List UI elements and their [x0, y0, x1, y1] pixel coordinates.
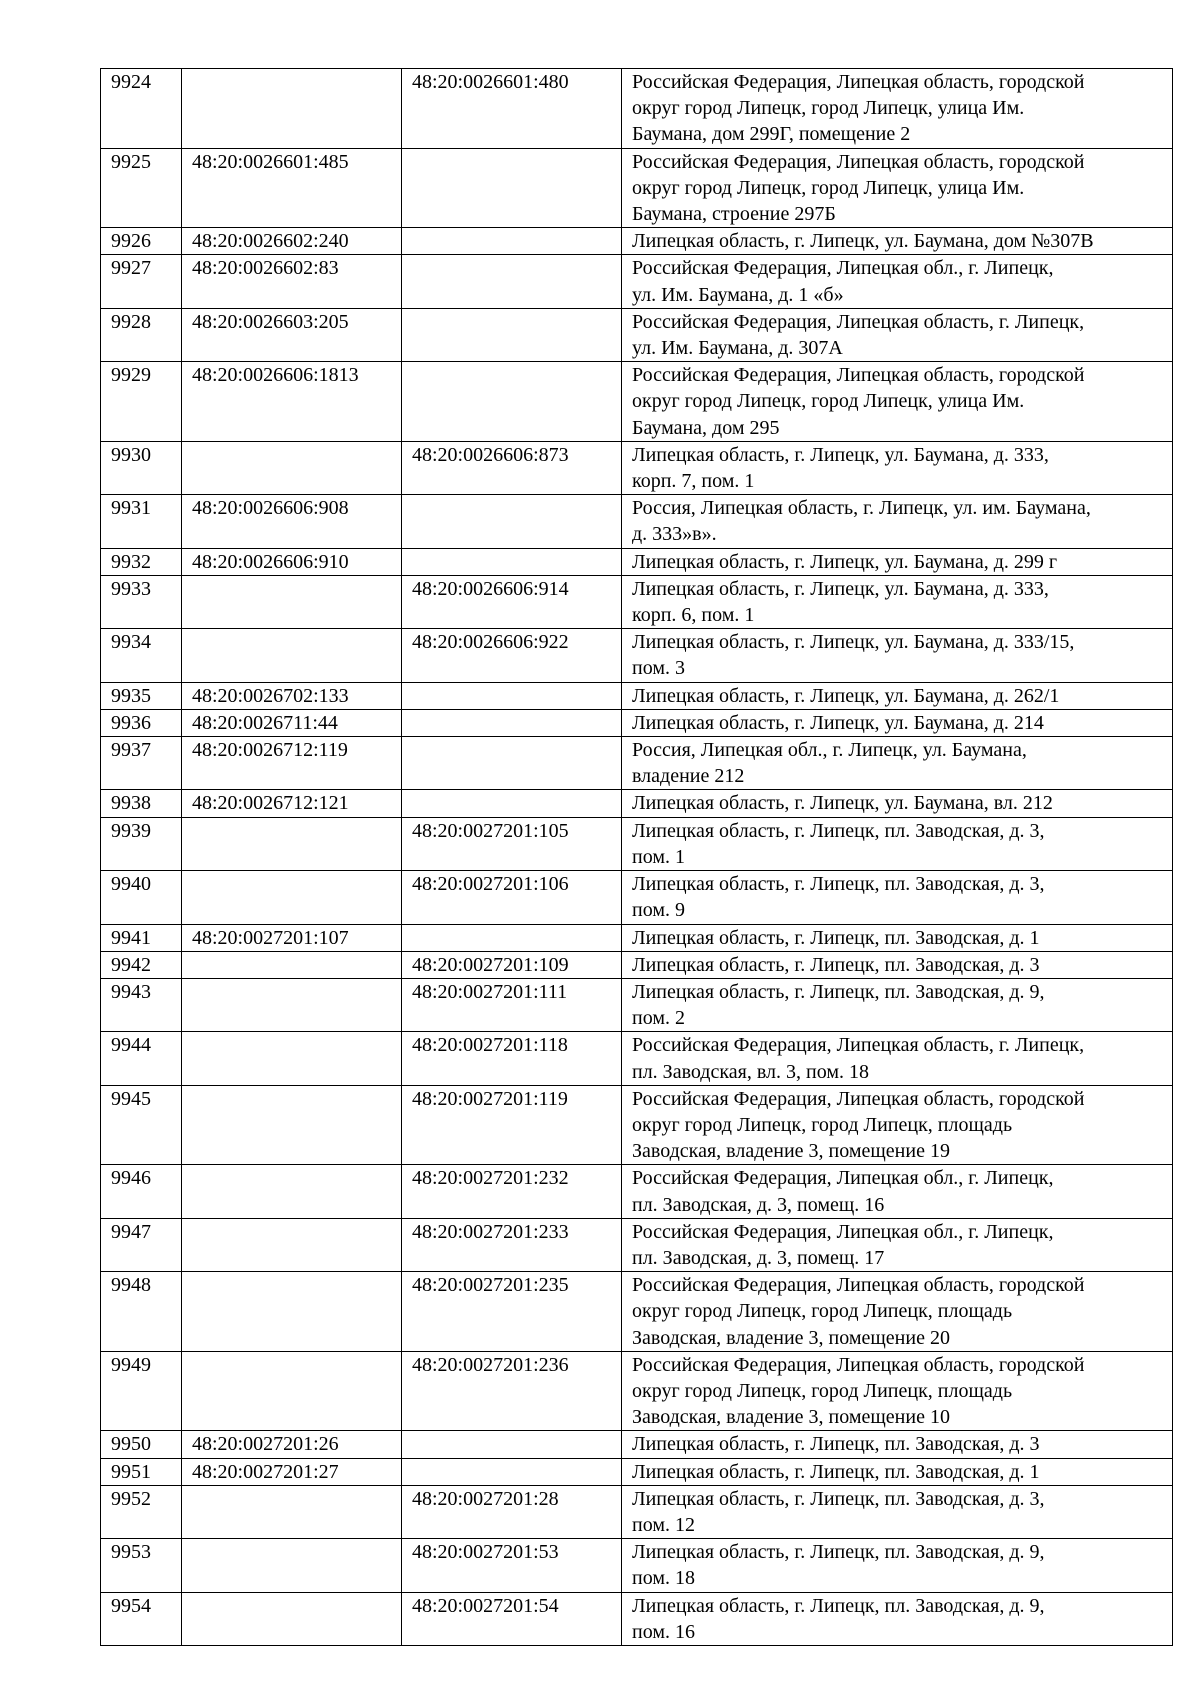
object-cadastral-number-cell [402, 548, 622, 575]
row-number-cell: 9953 [101, 1539, 182, 1592]
land-cadastral-number-cell [182, 1085, 402, 1165]
address-line: владение 212 [632, 765, 745, 788]
address-cell [622, 871, 1173, 924]
table-row [101, 1218, 1173, 1271]
address-cell [622, 255, 1173, 308]
address-cell [622, 441, 1173, 494]
address-cell [622, 1085, 1173, 1165]
object-cadastral-number-cell: 48:20:0026606:873 [402, 441, 622, 494]
address-line: ул. Им. Баумана, д. 1 «б» [632, 283, 844, 306]
land-cadastral-number-cell [182, 629, 402, 682]
land-cadastral-number-cell: 48:20:0026702:133 [182, 682, 402, 709]
address-line: Заводская, владение 3, помещение 19 [632, 1140, 950, 1163]
table-row [101, 682, 1173, 709]
row-number-cell: 9946 [101, 1165, 182, 1218]
row-number-cell: 9947 [101, 1218, 182, 1271]
row-number-cell: 9925 [101, 148, 182, 228]
row-number-cell: 9940 [101, 871, 182, 924]
table-row [101, 1592, 1173, 1645]
land-cadastral-number-cell: 48:20:0027201:27 [182, 1458, 402, 1485]
address-cell [622, 228, 1173, 255]
object-cadastral-number-cell [402, 790, 622, 817]
address-line: округ город Липецк, город Липецк, площадь [632, 1379, 1013, 1402]
address-line: Липецкая область, г. Липецк, ул. Баумана, вл. 212 [632, 792, 1053, 815]
table-row [101, 1272, 1173, 1352]
object-cadastral-number-cell [402, 737, 622, 790]
land-cadastral-number-cell [182, 951, 402, 978]
table-row [101, 255, 1173, 308]
address-line: Российская Федерация, Липецкая обл., г. Липецк, [632, 1220, 1054, 1243]
object-cadastral-number-cell [402, 148, 622, 228]
object-cadastral-number-cell: 48:20:0026606:922 [402, 629, 622, 682]
address-cell [622, 148, 1173, 228]
land-cadastral-number-cell [182, 575, 402, 628]
land-cadastral-number-cell [182, 978, 402, 1031]
land-cadastral-number-cell: 48:20:0027201:26 [182, 1431, 402, 1458]
cadastral-registry-table [100, 68, 1173, 1646]
address-cell [622, 709, 1173, 736]
land-cadastral-number-cell: 48:20:0026606:1813 [182, 362, 402, 442]
address-line: Российская Федерация, Липецкая обл., г. Липецк, [632, 1167, 1054, 1190]
address-line: Заводская, владение 3, помещение 20 [632, 1326, 950, 1349]
object-cadastral-number-cell: 48:20:0027201:118 [402, 1032, 622, 1085]
row-number-cell: 9933 [101, 575, 182, 628]
row-number-cell: 9951 [101, 1458, 182, 1485]
address-line: округ город Липецк, город Липецк, улица Им. [632, 390, 1025, 413]
land-cadastral-number-cell: 48:20:0026606:908 [182, 495, 402, 548]
address-line: Липецкая область, г. Липецк, пл. Заводская, д. 9, [632, 1541, 1045, 1564]
address-line: Липецкая область, г. Липецк, ул. Баумана, д. 214 [632, 711, 1044, 734]
land-cadastral-number-cell [182, 1272, 402, 1352]
row-number-cell: 9937 [101, 737, 182, 790]
address-line: Российская Федерация, Липецкая область, городской [632, 364, 1085, 387]
address-cell [622, 1539, 1173, 1592]
row-number-cell: 9931 [101, 495, 182, 548]
address-cell [622, 495, 1173, 548]
address-cell [622, 924, 1173, 951]
table-row [101, 148, 1173, 228]
address-line: Российская Федерация, Липецкая область, городской [632, 1087, 1085, 1110]
object-cadastral-number-cell [402, 362, 622, 442]
address-line: Липецкая область, г. Липецк, пл. Заводская, д. 3, [632, 1487, 1045, 1510]
row-number-cell: 9945 [101, 1085, 182, 1165]
address-line: пом. 3 [632, 657, 685, 680]
table-row [101, 1431, 1173, 1458]
object-cadastral-number-cell [402, 1458, 622, 1485]
address-line: округ город Липецк, город Липецк, площадь [632, 1113, 1013, 1136]
address-line: округ город Липецк, город Липецк, улица Им. [632, 97, 1025, 120]
row-number-cell: 9927 [101, 255, 182, 308]
land-cadastral-number-cell [182, 1165, 402, 1218]
land-cadastral-number-cell [182, 1351, 402, 1431]
row-number-cell: 9930 [101, 441, 182, 494]
table-row [101, 69, 1173, 149]
row-number-cell: 9932 [101, 548, 182, 575]
row-number-cell: 9928 [101, 308, 182, 361]
table-row [101, 978, 1173, 1031]
address-cell [622, 69, 1173, 149]
address-line: пом. 9 [632, 899, 685, 922]
table-row [101, 575, 1173, 628]
address-line: Баумана, дом 295 [632, 416, 780, 439]
address-line: Липецкая область, г. Липецк, ул. Баумана, д. 333/15, [632, 631, 1075, 654]
address-line: Заводская, владение 3, помещение 10 [632, 1406, 950, 1429]
address-line: Российская Федерация, Липецкая область, городской [632, 1274, 1085, 1297]
object-cadastral-number-cell [402, 255, 622, 308]
object-cadastral-number-cell: 48:20:0027201:53 [402, 1539, 622, 1592]
address-cell [622, 1272, 1173, 1352]
object-cadastral-number-cell: 48:20:0027201:235 [402, 1272, 622, 1352]
address-cell [622, 629, 1173, 682]
object-cadastral-number-cell: 48:20:0027201:233 [402, 1218, 622, 1271]
object-cadastral-number-cell: 48:20:0027201:232 [402, 1165, 622, 1218]
address-cell [622, 1351, 1173, 1431]
address-line: Липецкая область, г. Липецк, пл. Заводская, д. 1 [632, 926, 1040, 949]
object-cadastral-number-cell [402, 495, 622, 548]
land-cadastral-number-cell [182, 1485, 402, 1538]
land-cadastral-number-cell: 48:20:0026602:83 [182, 255, 402, 308]
address-line: округ город Липецк, город Липецк, улица Им. [632, 176, 1025, 199]
object-cadastral-number-cell: 48:20:0027201:109 [402, 951, 622, 978]
table-row [101, 308, 1173, 361]
address-line: пл. Заводская, вл. 3, пом. 18 [632, 1060, 869, 1083]
object-cadastral-number-cell [402, 228, 622, 255]
address-cell [622, 1431, 1173, 1458]
row-number-cell: 9944 [101, 1032, 182, 1085]
address-line: Липецкая область, г. Липецк, ул. Баумана, дом №307В [632, 230, 1094, 253]
table-row [101, 924, 1173, 951]
address-line: Российская Федерация, Липецкая область, г. Липецк, [632, 310, 1085, 333]
address-line: Баумана, строение 297Б [632, 203, 836, 226]
table-row [101, 1485, 1173, 1538]
object-cadastral-number-cell: 48:20:0026606:914 [402, 575, 622, 628]
table-row [101, 629, 1173, 682]
address-cell [622, 1458, 1173, 1485]
row-number-cell: 9948 [101, 1272, 182, 1352]
address-cell [622, 1485, 1173, 1538]
land-cadastral-number-cell: 48:20:0026601:485 [182, 148, 402, 228]
table-row [101, 1085, 1173, 1165]
object-cadastral-number-cell: 48:20:0027201:105 [402, 817, 622, 870]
table-row [101, 362, 1173, 442]
object-cadastral-number-cell [402, 1431, 622, 1458]
table-row [101, 790, 1173, 817]
address-line: корп. 6, пом. 1 [632, 604, 755, 627]
object-cadastral-number-cell [402, 924, 622, 951]
table-row [101, 441, 1173, 494]
table-row [101, 817, 1173, 870]
row-number-cell: 9926 [101, 228, 182, 255]
land-cadastral-number-cell [182, 1032, 402, 1085]
land-cadastral-number-cell: 48:20:0026712:119 [182, 737, 402, 790]
address-line: Липецкая область, г. Липецк, ул. Баумана, д. 299 г [632, 550, 1058, 573]
address-line: пом. 16 [632, 1620, 695, 1643]
row-number-cell: 9954 [101, 1592, 182, 1645]
address-cell [622, 1032, 1173, 1085]
address-line: Россия, Липецкая обл., г. Липецк, ул. Баумана, [632, 739, 1027, 762]
row-number-cell: 9942 [101, 951, 182, 978]
registry-table-body [101, 69, 1173, 1646]
land-cadastral-number-cell [182, 871, 402, 924]
address-line: Липецкая область, г. Липецк, пл. Заводская, д. 3 [632, 953, 1040, 976]
address-cell [622, 575, 1173, 628]
address-line: Баумана, дом 299Г, помещение 2 [632, 123, 911, 146]
address-cell [622, 362, 1173, 442]
object-cadastral-number-cell: 48:20:0027201:111 [402, 978, 622, 1031]
row-number-cell: 9949 [101, 1351, 182, 1431]
object-cadastral-number-cell [402, 682, 622, 709]
address-line: Липецкая область, г. Липецк, пл. Заводская, д. 3 [632, 1433, 1040, 1456]
land-cadastral-number-cell [182, 441, 402, 494]
object-cadastral-number-cell [402, 308, 622, 361]
land-cadastral-number-cell [182, 1539, 402, 1592]
table-row [101, 709, 1173, 736]
address-cell [622, 308, 1173, 361]
row-number-cell: 9952 [101, 1485, 182, 1538]
row-number-cell: 9934 [101, 629, 182, 682]
table-row [101, 495, 1173, 548]
address-cell [622, 548, 1173, 575]
land-cadastral-number-cell: 48:20:0027201:107 [182, 924, 402, 951]
address-line: Российская Федерация, Липецкая область, городской [632, 1353, 1085, 1376]
land-cadastral-number-cell [182, 1592, 402, 1645]
object-cadastral-number-cell: 48:20:0026601:480 [402, 69, 622, 149]
address-line: Российская Федерация, Липецкая обл., г. Липецк, [632, 257, 1054, 280]
table-row [101, 548, 1173, 575]
object-cadastral-number-cell: 48:20:0027201:28 [402, 1485, 622, 1538]
row-number-cell: 9935 [101, 682, 182, 709]
land-cadastral-number-cell: 48:20:0026603:205 [182, 308, 402, 361]
row-number-cell: 9939 [101, 817, 182, 870]
object-cadastral-number-cell: 48:20:0027201:236 [402, 1351, 622, 1431]
row-number-cell: 9938 [101, 790, 182, 817]
row-number-cell: 9941 [101, 924, 182, 951]
address-line: пл. Заводская, д. 3, помещ. 16 [632, 1193, 885, 1216]
address-line: корп. 7, пом. 1 [632, 470, 755, 493]
address-line: Липецкая область, г. Липецк, ул. Баумана, д. 333, [632, 443, 1049, 466]
table-row [101, 1351, 1173, 1431]
land-cadastral-number-cell: 48:20:0026712:121 [182, 790, 402, 817]
row-number-cell: 9936 [101, 709, 182, 736]
row-number-cell: 9950 [101, 1431, 182, 1458]
address-line: пом. 18 [632, 1567, 695, 1590]
address-line: Липецкая область, г. Липецк, ул. Баумана, д. 262/1 [632, 684, 1060, 707]
table-row [101, 1458, 1173, 1485]
table-row [101, 951, 1173, 978]
address-cell [622, 737, 1173, 790]
address-line: Российская Федерация, Липецкая область, городской [632, 71, 1085, 93]
object-cadastral-number-cell: 48:20:0027201:106 [402, 871, 622, 924]
address-cell [622, 682, 1173, 709]
address-line: пл. Заводская, д. 3, помещ. 17 [632, 1246, 885, 1269]
address-cell [622, 1218, 1173, 1271]
address-line: пом. 1 [632, 845, 685, 868]
address-line: Липецкая область, г. Липецк, пл. Заводская, д. 3, [632, 819, 1045, 842]
address-line: округ город Липецк, город Липецк, площадь [632, 1300, 1013, 1323]
land-cadastral-number-cell [182, 817, 402, 870]
address-line: ул. Им. Баумана, д. 307А [632, 337, 843, 360]
address-line: д. 333»в». [632, 523, 717, 546]
table-row [101, 1539, 1173, 1592]
address-cell [622, 817, 1173, 870]
address-cell [622, 978, 1173, 1031]
address-line: пом. 12 [632, 1513, 695, 1536]
land-cadastral-number-cell [182, 69, 402, 149]
table-row [101, 228, 1173, 255]
table-row [101, 1165, 1173, 1218]
address-line: Липецкая область, г. Липецк, пл. Заводская, д. 9, [632, 980, 1045, 1003]
address-line: Россия, Липецкая область, г. Липецк, ул. им. Баумана, [632, 497, 1091, 520]
land-cadastral-number-cell: 48:20:0026602:240 [182, 228, 402, 255]
address-line: Липецкая область, г. Липецк, пл. Заводская, д. 1 [632, 1460, 1040, 1483]
table-row [101, 1032, 1173, 1085]
land-cadastral-number-cell: 48:20:0026711:44 [182, 709, 402, 736]
address-line: Липецкая область, г. Липецк, пл. Заводская, д. 9, [632, 1594, 1045, 1617]
land-cadastral-number-cell: 48:20:0026606:910 [182, 548, 402, 575]
object-cadastral-number-cell [402, 709, 622, 736]
object-cadastral-number-cell: 48:20:0027201:119 [402, 1085, 622, 1165]
row-number-cell: 9943 [101, 978, 182, 1031]
land-cadastral-number-cell [182, 1218, 402, 1271]
address-cell [622, 1592, 1173, 1645]
row-number-cell: 9924 [101, 69, 182, 149]
address-line: Российская Федерация, Липецкая область, г. Липецк, [632, 1034, 1085, 1057]
address-line: пом. 2 [632, 1007, 685, 1030]
table-row [101, 737, 1173, 790]
address-line: Липецкая область, г. Липецк, ул. Баумана, д. 333, [632, 577, 1049, 600]
address-cell [622, 1165, 1173, 1218]
object-cadastral-number-cell: 48:20:0027201:54 [402, 1592, 622, 1645]
table-row [101, 871, 1173, 924]
row-number-cell: 9929 [101, 362, 182, 442]
address-line: Российская Федерация, Липецкая область, городской [632, 150, 1085, 173]
address-cell [622, 951, 1173, 978]
address-cell [622, 790, 1173, 817]
address-line: Липецкая область, г. Липецк, пл. Заводская, д. 3, [632, 873, 1045, 896]
